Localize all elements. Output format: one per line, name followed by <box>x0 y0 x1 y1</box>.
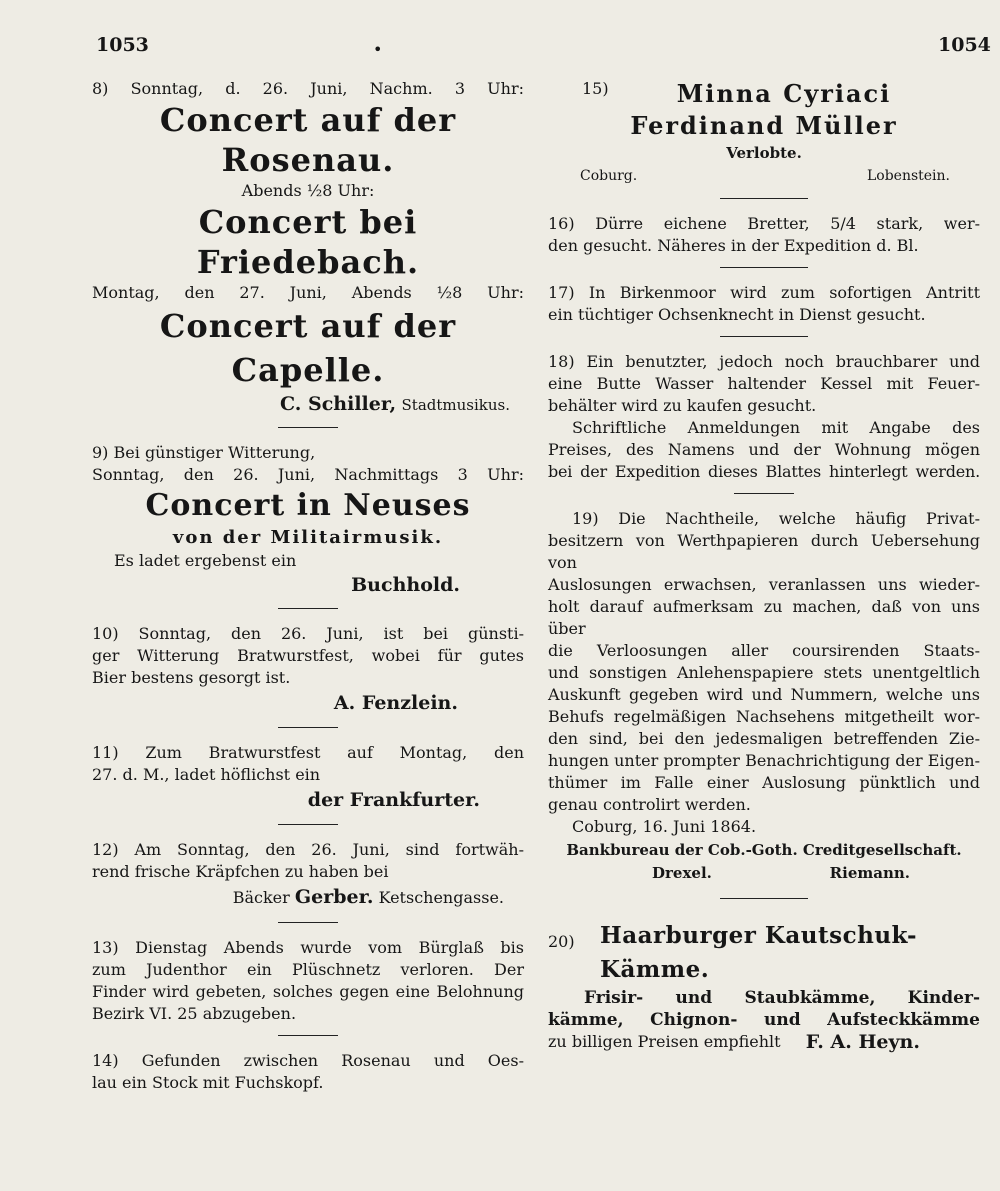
ad19-line5: die Verloosungen aller coursirenden Staats- <box>548 641 980 660</box>
ad19-line1: 19) Die Nachtheile, welche häufig Privat- <box>572 509 980 528</box>
ad12-signature-prefix: Bäcker <box>232 888 290 907</box>
ad19-line9: den sind, bei den jedesmaligen betreffenden Zie- <box>548 729 980 748</box>
ad13-line1: 13) Dienstag Abends wurde vom Bürglaß bis <box>92 938 524 957</box>
ad19-dateline: Coburg, 16. Juni 1864. <box>572 817 757 836</box>
ad8-signature <box>92 392 524 417</box>
ad20-line2: kämme, Chignon- und Aufsteckkämme <box>548 1010 980 1030</box>
divider <box>720 198 808 199</box>
ad19-line11: thümer im Falle einer Auslosung pünktlich und <box>548 773 980 792</box>
ad11-line1: 11) Zum Bratwurstfest auf Montag, den <box>92 743 524 762</box>
ad20-line3: zu billigen Preisen empfiehlt <box>548 1032 781 1051</box>
ad19-line8: Behufs regelmäßigen Nachsehens mitgetheilt wor- <box>548 707 980 726</box>
ad11-line2: 27. d. M., ladet höflichst ein <box>92 765 321 784</box>
ad13-line4: Bezirk VI. 25 abzugeben. <box>92 1004 297 1023</box>
ad-16-boards <box>548 213 980 268</box>
ad-9-concert-neuses <box>92 442 524 609</box>
ad9-line1: 9) Bei günstiger Witterung, <box>92 443 316 462</box>
ad19-line10: hungen unter prompter Benachrichtigung der Eigen- <box>548 751 980 770</box>
ad8-title-capelle: Concert auf der Capelle. <box>159 307 457 389</box>
ad19-sign1: Drexel. <box>652 864 712 882</box>
right-column <box>548 78 980 1053</box>
center-dot: • <box>373 40 383 59</box>
ad-12-kraepfchen <box>92 839 524 923</box>
ad-19-bank-notice <box>548 508 980 899</box>
ad9-line2: Sonntag, den 26. Juni, Nachmittags 3 Uhr: <box>92 465 524 484</box>
ad-13-lost-net <box>92 937 524 1036</box>
ad18-line4: Schriftliche Anmeldungen mit Angabe des <box>572 418 980 437</box>
ad8-signature-role: Stadtmusikus. <box>401 396 510 414</box>
ad17-line1: 17) In Birkenmoor wird zum sofortigen Antritt <box>548 283 980 302</box>
divider <box>278 608 338 609</box>
ad10-line3: Bier bestens gesorgt ist. <box>92 668 291 687</box>
ad14-line2: lau ein Stock mit Fuchskopf. <box>92 1073 324 1092</box>
ad-20-combs <box>548 919 980 1053</box>
ad10-line1: 10) Sonntag, den 26. Juni, ist bei günsti- <box>92 624 524 643</box>
ad19-line6: und sonstigen Anlehenspapiere stets unentgeltlich <box>548 663 980 682</box>
ad8-line1: 8) Sonntag, d. 26. Juni, Nachm. 3 Uhr: <box>92 79 524 98</box>
ad18-line3: behälter wird zu kaufen gesucht. <box>548 396 817 415</box>
divider <box>278 727 338 728</box>
ad-11-frankfurter <box>92 742 524 825</box>
ad19-sign2: Riemann. <box>829 864 910 882</box>
ad18-line1: 18) Ein benutzter, jedoch noch brauchbarer und <box>548 352 980 371</box>
ad19-line12: genau controlirt werden. <box>548 795 751 814</box>
ad8-line2: Abends ½8 Uhr: <box>241 181 375 200</box>
page-number-right: 1054 <box>938 34 991 56</box>
ad19-line3: Auslosungen erwachsen, veranlassen uns wieder- <box>548 575 980 594</box>
ad8-title-rosenau: Concert auf der Rosenau. <box>159 101 457 179</box>
ad-18-kettle <box>548 351 980 494</box>
ad19-issuer: Bankbureau der Cob.-Goth. Creditgesellschaft. <box>566 841 962 859</box>
left-column <box>92 78 524 1094</box>
ad15-status: Verlobte. <box>726 144 802 162</box>
ad-10-bratwurstfest <box>92 623 524 728</box>
ad13-line2: zum Judenthor ein Plüschnetz verloren. Der <box>92 960 524 979</box>
ad9-subtitle: von der Militairmusik. <box>172 527 444 548</box>
ad9-title: Concert in Neuses <box>145 488 471 523</box>
ad18-line6: bei der Expedition dieses Blattes hinterlegt werden. <box>548 462 980 481</box>
divider <box>278 824 338 825</box>
ad14-line1: 14) Gefunden zwischen Rosenau und Oes- <box>92 1051 524 1070</box>
ad20-number: 20) <box>548 932 575 951</box>
ad20-title: Haarburger Kautschuk-Kämme. <box>600 922 918 983</box>
ad18-line5: Preises, des Namens und der Wohnung mögen <box>548 440 980 459</box>
ad15-place-left: Coburg. <box>580 168 638 184</box>
divider <box>278 427 338 428</box>
divider <box>278 1035 338 1036</box>
divider <box>720 898 808 899</box>
ad8-signature-name: C. Schiller, <box>280 393 397 415</box>
ad15-place-right: Lobenstein. <box>866 168 950 184</box>
ad-14-found-stick <box>92 1050 524 1094</box>
ad17-line2: ein tüchtiger Ochsenknecht in Dienst gesucht. <box>548 305 926 324</box>
ad12-line2: rend frische Kräpfchen zu haben bei <box>92 862 389 881</box>
ad15-places <box>548 164 980 188</box>
ad-15-engagement <box>548 78 980 199</box>
ad12-signature-name: Gerber. <box>294 886 374 908</box>
ad15-number: 15) <box>582 79 609 98</box>
ad9-signature: Buchhold. <box>351 574 460 596</box>
ad-17-ox-herder <box>548 282 980 337</box>
ad20-line1: Frisir- und Staubkämme, Kinder- <box>584 988 980 1008</box>
ad10-line2: ger Witterung Bratwurstfest, wobei für gutes <box>92 646 524 665</box>
ad19-line2: besitzern von Werthpapieren durch Uebersehung von <box>548 531 980 572</box>
ad11-signature: der Frankfurter. <box>307 789 480 811</box>
ad15-name1: Minna Cyriaci <box>676 79 892 108</box>
ad12-signature <box>92 883 524 912</box>
divider <box>720 267 808 268</box>
ad12-signature-suffix: Ketschengasse. <box>378 888 504 907</box>
divider <box>278 922 338 923</box>
ad19-signatories <box>548 862 980 884</box>
ad8-line3: Montag, den 27. Juni, Abends ½8 Uhr: <box>92 283 524 302</box>
ad16-line1: 16) Dürre eichene Bretter, 5/4 stark, wer- <box>548 214 980 233</box>
ad19-line7: Auskunft gegeben wird und Nummern, welche uns <box>548 685 980 704</box>
ad15-name2: Ferdinand Müller <box>630 111 898 140</box>
ad19-line4: holt darauf aufmerksam zu machen, daß von uns über <box>548 597 980 638</box>
ad18-line2: eine Butte Wasser haltender Kessel mit Feuer- <box>548 374 980 393</box>
page-number-left: 1053 <box>96 34 149 56</box>
divider <box>720 336 808 337</box>
ad16-line2: den gesucht. Näheres in der Expedition d. Bl. <box>548 236 919 255</box>
ad12-line1: 12) Am Sonntag, den 26. Juni, sind fortwäh- <box>92 840 524 859</box>
ad20-signature: F. A. Heyn. <box>805 1031 920 1053</box>
divider <box>734 493 794 494</box>
ad10-signature: A. Fenzlein. <box>333 692 458 714</box>
ad9-line3: Es ladet ergebenst ein <box>114 551 297 570</box>
ad-8-concerts <box>92 78 524 428</box>
ad13-line3: Finder wird gebeten, solches gegen eine Belohnung <box>92 982 524 1001</box>
ad8-title-friedebach: Concert bei Friedebach. <box>196 203 420 281</box>
